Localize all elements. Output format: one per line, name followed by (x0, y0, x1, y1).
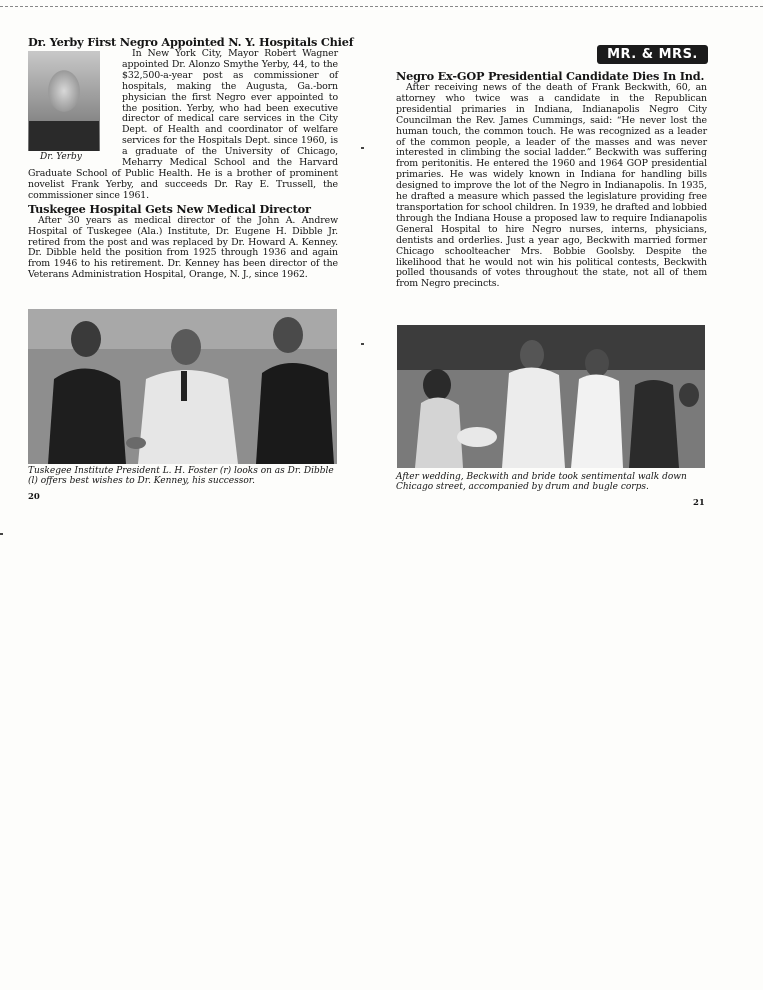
tuskegee-photo-caption: Tuskegee Institute President L. H. Foster (r) looks on as Dr. Dibble (l) offers best wishes to Dr. Kenney, his successor. (28, 466, 334, 486)
beckwith-photo (397, 325, 705, 468)
left-column (28, 35, 354, 281)
page-top-rule (0, 6, 763, 7)
yerby-photo-caption: Dr. Yerby (40, 152, 82, 162)
beckwith-photo-caption: After wedding, Beckwith and bride took sentimental walk down Chicago street, accompanied by drum and bugle corps. (396, 472, 687, 492)
gutter-mark (361, 343, 364, 345)
yerby-portrait (28, 51, 114, 163)
yerby-headline: Dr. Yerby First Negro Appointed N. Y. Hospitals Chief (28, 35, 354, 49)
gutter-mark (361, 147, 364, 149)
beckwith-article: After receiving news of the death of Frank Beckwith, 60, an attorney who twice was a candidate in the Republican presidential primaries in Indiana, Indianapolis Negro City Councilman the Rev. James Cummings, said: “He never lost the human touch, the common touch. He was recognized as a leader of the common people, a leader of the masses and was never interested in climbing the social ladder.” Beckwith was suffering from peritonitis. He entered the 1960 and 1964 GOP presidential primaries. He was widely known in Indiana for handling bills designed to improve the lot of the Negro in Indianapolis. In 1935, he drafted a measure which passed the legislature providing free transportation for school children. In 1939, he drafted and lobbied through the Indiana House a proposed law to require Indianapolis General Hospital to hire Negro nurses, interns, physicians, dentists and orderlies. Just a year ago, Beckwith married former Chicago schoolteacher Mrs. Bobbie Goolsby. Despite the likelihood that he would not win his political contests, Beckwith polled thousands of votes throughout the state, not all of them from Negro precincts. (396, 82, 707, 290)
yerby-photo (28, 51, 100, 151)
beckwith-headline: Negro Ex-GOP Presidential Candidate Dies In Ind. (396, 69, 705, 83)
section-badge: MR. & MRS. (597, 45, 708, 64)
yerby-article: In New York City, Mayor Robert Wagner appointed Dr. Alonzo Smythe Yerby, 44, to the $32,500-a-year post as commissioner of hospitals, making the Augusta, Ga.-born physician the first Negro ever appointed to the position. Yerby, who had been executive director of medical care services in the City Dept. of Health and coordinator of welfare services for the Hospitals Dept. since 1960, is a graduate of the University of Chicago, Meharry Medical School and the Harvard Graduate School of Public Health. He is a brother of prominent novelist Frank Yerby, and succeeds Dr. Ray E. Trussell, the commissioner since 1961. (28, 48, 338, 201)
right-column (396, 70, 707, 290)
page-number-right: 21 (693, 498, 705, 508)
page-number-left: 20 (28, 492, 40, 502)
tuskegee-headline: Tuskegee Hospital Gets New Medical Director (28, 201, 311, 216)
gutter-mark (0, 533, 3, 535)
tuskegee-article: After 30 years as medical director of the John A. Andrew Hospital of Tuskegee (Ala.) Institute, Dr. Eugene H. Dibble Jr. retired from the post and was replaced by Dr. Howard A. Kenney. Dr. Dibble held the position from 1925 through 1936 and again from 1946 to his retirement. Dr. Kenney has been director of the Veterans Administration Hospital, Orange, N. J., since 1962. (28, 214, 338, 281)
tuskegee-photo (28, 309, 337, 464)
